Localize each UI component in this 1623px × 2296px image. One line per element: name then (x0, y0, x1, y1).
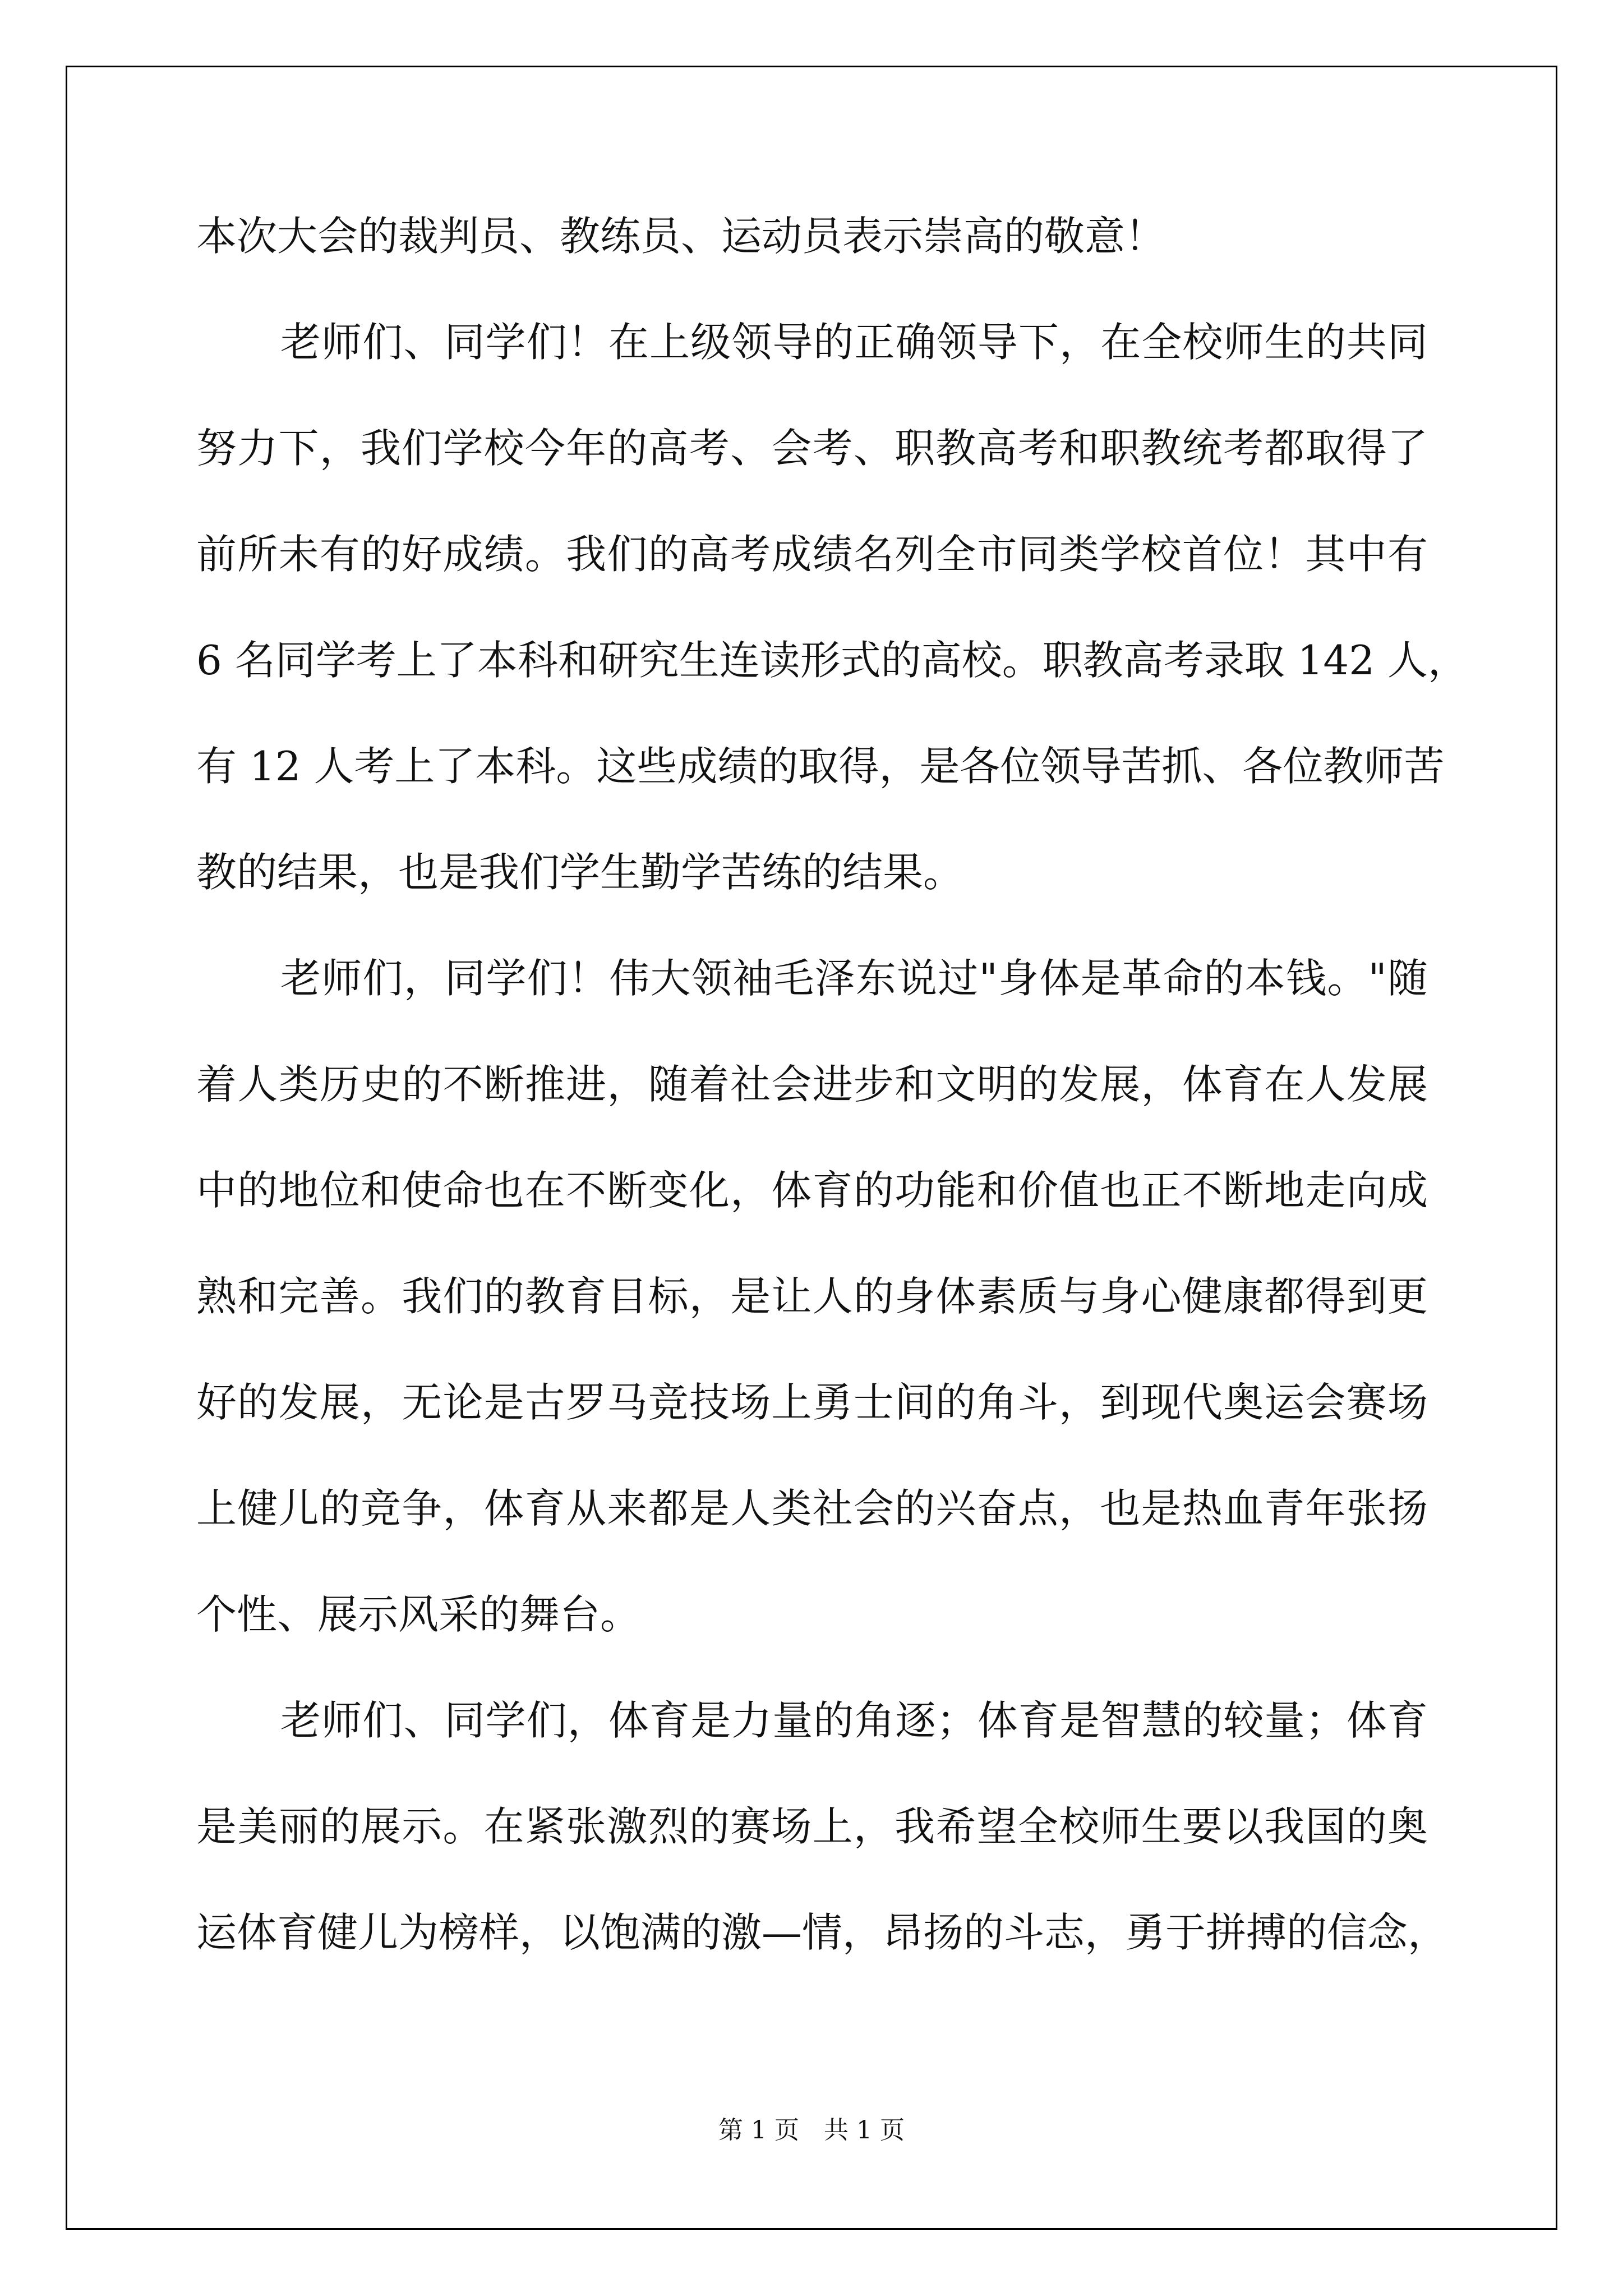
text-line: 老师们、同学们！在上级领导的正确领导下，在全校师生的共同 (280, 319, 1428, 366)
text-line: 熟和完善。我们的教育目标，是让人的身体素质与身心健康都得到更 (196, 1273, 1428, 1320)
text-line: 着人类历史的不断推进，随着社会进步和文明的发展，体育在人发展 (196, 1061, 1428, 1108)
text-line: 个性、展示风采的舞台。 (196, 1591, 641, 1638)
page-footer: 第 1 页 共 1 页 (718, 2116, 905, 2145)
text-line: 中的地位和使命也在不断变化，体育的功能和价值也正不断地走向成 (196, 1167, 1428, 1214)
text-line: 教的结果，也是我们学生勤学苦练的结果。 (196, 849, 964, 896)
text-line: 老师们，同学们！伟大领袖毛泽东说过"身体是革命的本钱。"随 (280, 955, 1428, 1002)
text-line: 是美丽的展示。在紧张激烈的赛场上，我希望全校师生要以我国的奥 (196, 1803, 1428, 1850)
text-line: 本次大会的裁判员、教练员、运动员表示崇高的敬意！ (196, 213, 1166, 260)
text-line: 努力下，我们学校今年的高考、会考、职教高考和职教统考都取得了 (196, 425, 1428, 472)
document-body (196, 213, 1468, 2018)
text-line: 上健儿的竞争，体育从来都是人类社会的兴奋点，也是热血青年张扬 (196, 1485, 1428, 1532)
text-line: 前所未有的好成绩。我们的高考成绩名列全市同类学校首位！其中有 (196, 531, 1428, 578)
text-line: 运体育健儿为榜样，以饱满的激—情，昂扬的斗志，勇于拼搏的信念， (196, 1909, 1449, 1956)
text-line: 老师们、同学们，体育是力量的角逐；体育是智慧的较量；体育 (280, 1697, 1428, 1744)
text-line: 6 名同学考上了本科和研究生连读形式的高校。职教高考录取 142 人， (196, 637, 1468, 684)
text-line: 好的发展，无论是古罗马竞技场上勇士间的角斗，到现代奥运会赛场 (196, 1379, 1428, 1426)
text-line: 有 12 人考上了本科。这些成绩的取得，是各位领导苦抓、各位教师苦 (196, 743, 1445, 790)
